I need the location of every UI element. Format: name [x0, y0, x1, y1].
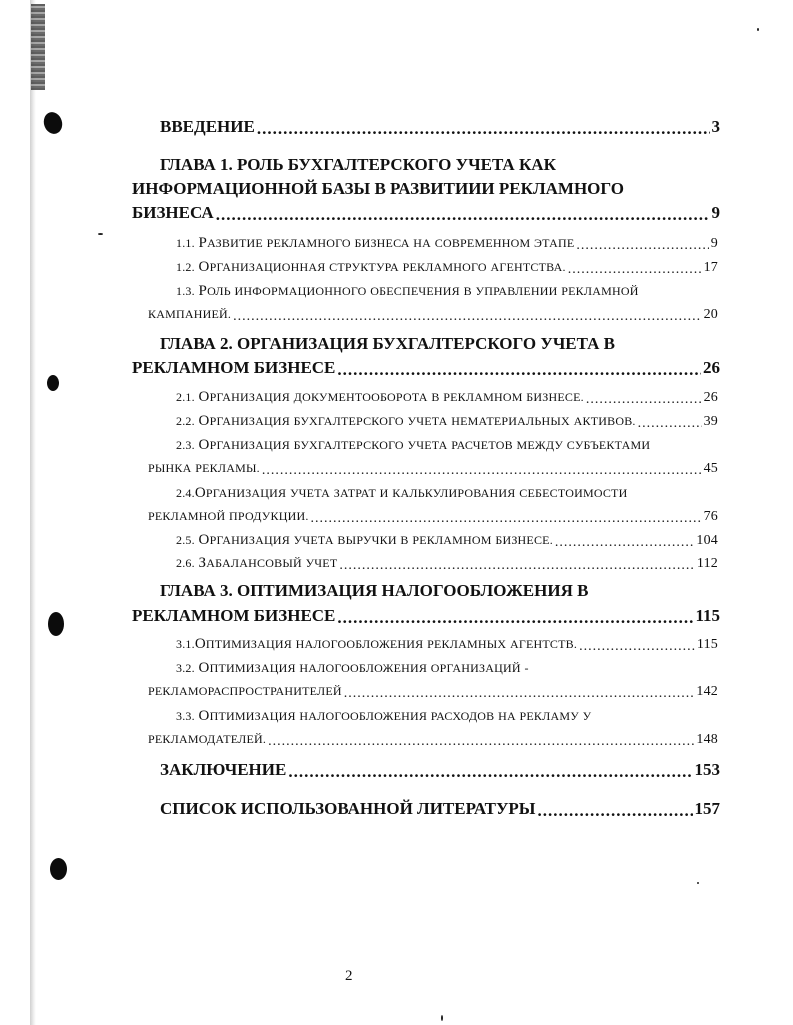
scan-binding-strip [31, 4, 45, 90]
leader-dots [538, 802, 693, 819]
toc-entry-2-4[interactable] [148, 509, 718, 525]
toc-entry-chapter-3[interactable] [132, 606, 720, 626]
toc-page-number: 26 [703, 358, 720, 377]
leader-dots [555, 535, 694, 549]
toc-page-number: 39 [703, 414, 718, 429]
toc-label: ЗАКЛЮЧЕНИЕ [160, 760, 287, 779]
toc-label: РЕКЛАМОДАТЕЛЕЙ. [148, 732, 267, 746]
toc-entry-1-3[interactable] [148, 307, 718, 323]
leader-dots [638, 416, 702, 430]
leader-dots [233, 309, 702, 323]
leader-dots [268, 734, 694, 748]
page-number: 2 [345, 968, 353, 984]
toc-entry-intro[interactable] [160, 117, 720, 137]
toc-page-number: 9 [710, 236, 718, 251]
toc-page-number: 148 [696, 732, 718, 747]
leader-dots [288, 763, 692, 780]
leader-dots [576, 238, 708, 252]
leader-dots [344, 686, 695, 700]
scan-speck [441, 1015, 443, 1021]
toc-entry-3-3[interactable] [148, 732, 718, 748]
toc-entry-2-3[interactable] [148, 461, 718, 477]
toc-page-number: 153 [694, 760, 720, 779]
chapter-3-title-line-1[interactable]: ГЛАВА 3. ОПТИМИЗАЦИЯ НАЛОГООБЛОЖЕНИЯ В [160, 581, 589, 600]
toc-page-number: 45 [703, 461, 718, 476]
toc-label: РЕКЛАМНОЙ ПРОДУКЦИИ. [148, 509, 309, 523]
toc-label: 2.1. ОРГАНИЗАЦИЯ ДОКУМЕНТООБОРОТА В РЕКЛАМНОМ БИЗНЕСЕ. [176, 389, 584, 405]
toc-entry-references[interactable] [160, 799, 720, 819]
scan-speck [697, 882, 699, 884]
leader-dots [257, 120, 710, 137]
toc-entry-1-2[interactable] [176, 259, 718, 276]
toc-label: 2.6. ЗАБАЛАНСОВЫЙ УЧЕТ [176, 555, 338, 571]
leader-dots [586, 392, 702, 406]
leader-dots [337, 361, 701, 378]
toc-page-number: 20 [703, 307, 718, 322]
chapter-1-title-line-2[interactable]: ИНФОРМАЦИОННОЙ БАЗЫ В РАЗВИТИИИ РЕКЛАМНОГО [132, 179, 625, 198]
toc-page-number: 115 [695, 606, 720, 625]
toc-entry-3-1[interactable] [176, 636, 718, 653]
chapter-1-title-line-1[interactable]: ГЛАВА 1. РОЛЬ БУХГАЛТЕРСКОГО УЧЕТА КАК [160, 155, 556, 174]
toc-entry-3-2-line-1[interactable]: 3.2. ОПТИМИЗАЦИЯ НАЛОГООБЛОЖЕНИЯ ОРГАНИЗАЦИЙ - [176, 660, 529, 676]
leader-dots [262, 463, 702, 477]
leader-dots [339, 558, 695, 572]
toc-label: 2.2. ОРГАНИЗАЦИЯ БУХГАЛТЕРСКОГО УЧЕТА НЕМАТЕРИАЛЬНЫХ АКТИВОВ. [176, 413, 636, 429]
toc-label: 1.1. РАЗВИТИЕ РЕКЛАМНОГО БИЗНЕСА НА СОВРЕМЕННОМ ЭТАПЕ [176, 235, 575, 251]
toc-page-number: 112 [696, 556, 718, 571]
toc-entry-chapter-1[interactable] [132, 203, 720, 223]
toc-label: РЕКЛАМОРАСПРОСТРАНИТЕЛЕЙ [148, 684, 342, 698]
toc-label: СПИСОК ИСПОЛЬЗОВАННОЙ ЛИТЕРАТУРЫ [160, 799, 536, 818]
toc-entry-chapter-2[interactable] [132, 358, 720, 378]
toc-label: КАМПАНИЕЙ. [148, 307, 232, 321]
toc-entry-2-3-line-1[interactable]: 2.3. ОРГАНИЗАЦИЯ БУХГАЛТЕРСКОГО УЧЕТА РАСЧЕТОВ МЕЖДУ СУБЪЕКТАМИ [176, 437, 651, 453]
toc-label: 2.5. ОРГАНИЗАЦИЯ УЧЕТА ВЫРУЧКИ В РЕКЛАМНОМ БИЗНЕСЕ. [176, 532, 553, 548]
toc-entry-2-2[interactable] [176, 413, 718, 430]
toc-label: РЫНКА РЕКЛАМЫ. [148, 461, 260, 475]
scan-speck [757, 28, 759, 31]
toc-entry-1-3-line-1[interactable]: 1.3. РОЛЬ ИНФОРМАЦИОННОГО ОБЕСПЕЧЕНИЯ В УПРАВЛЕНИИ РЕКЛАМНОЙ [176, 283, 639, 299]
toc-label: ВВЕДЕНИЕ [160, 117, 255, 136]
leader-dots [216, 206, 710, 223]
toc-page-number: 26 [703, 390, 718, 405]
toc-entry-2-5[interactable] [176, 532, 718, 549]
toc-entry-3-2[interactable] [148, 684, 718, 700]
toc-entry-2-4-line-1[interactable]: 2.4.ОРГАНИЗАЦИЯ УЧЕТА ЗАТРАТ И КАЛЬКУЛИРОВАНИЯ СЕБЕСТОИМОСТИ [176, 485, 628, 501]
toc-page-number: 104 [696, 533, 718, 548]
chapter-2-title-line-1[interactable]: ГЛАВА 2. ОРГАНИЗАЦИЯ БУХГАЛТЕРСКОГО УЧЕТА В [160, 334, 615, 353]
toc-entry-conclusion[interactable] [160, 760, 720, 780]
leader-dots [568, 262, 702, 276]
toc-page-number: 76 [703, 509, 718, 524]
toc-page-number: 157 [694, 799, 720, 818]
punch-hole-mark [47, 375, 59, 391]
toc-label: РЕКЛАМНОМ БИЗНЕСЕ [132, 358, 336, 377]
toc-entry-1-1[interactable] [176, 235, 718, 252]
toc-entry-2-1[interactable] [176, 389, 718, 406]
toc-page-number: 115 [696, 637, 718, 652]
toc-entry-3-3-line-1[interactable]: 3.3. ОПТИМИЗАЦИЯ НАЛОГООБЛОЖЕНИЯ РАСХОДОВ НА РЕКЛАМУ У [176, 708, 592, 724]
toc-page-number: 3 [711, 117, 720, 136]
toc-entry-2-6[interactable] [176, 555, 718, 572]
leader-dots [337, 609, 693, 626]
toc-page-number: 17 [703, 260, 718, 275]
toc-label: 1.2. ОРГАНИЗАЦИОННАЯ СТРУКТУРА РЕКЛАМНОГО АГЕНТСТВА. [176, 259, 566, 275]
toc-label: РЕКЛАМНОМ БИЗНЕСЕ [132, 606, 336, 625]
punch-hole-mark [41, 110, 65, 136]
leader-dots [579, 639, 695, 653]
punch-hole-mark [50, 858, 67, 880]
toc-page-number: 142 [696, 684, 718, 699]
leader-dots [311, 511, 702, 525]
scan-edge [30, 0, 36, 1025]
punch-hole-mark [48, 612, 64, 636]
toc-page-number: 9 [711, 203, 720, 222]
scan-speck [98, 233, 103, 235]
toc-label: БИЗНЕСА [132, 203, 214, 222]
toc-label: 3.1.ОПТИМИЗАЦИЯ НАЛОГООБЛОЖЕНИЯ РЕКЛАМНЫХ АГЕНТСТВ. [176, 636, 578, 652]
